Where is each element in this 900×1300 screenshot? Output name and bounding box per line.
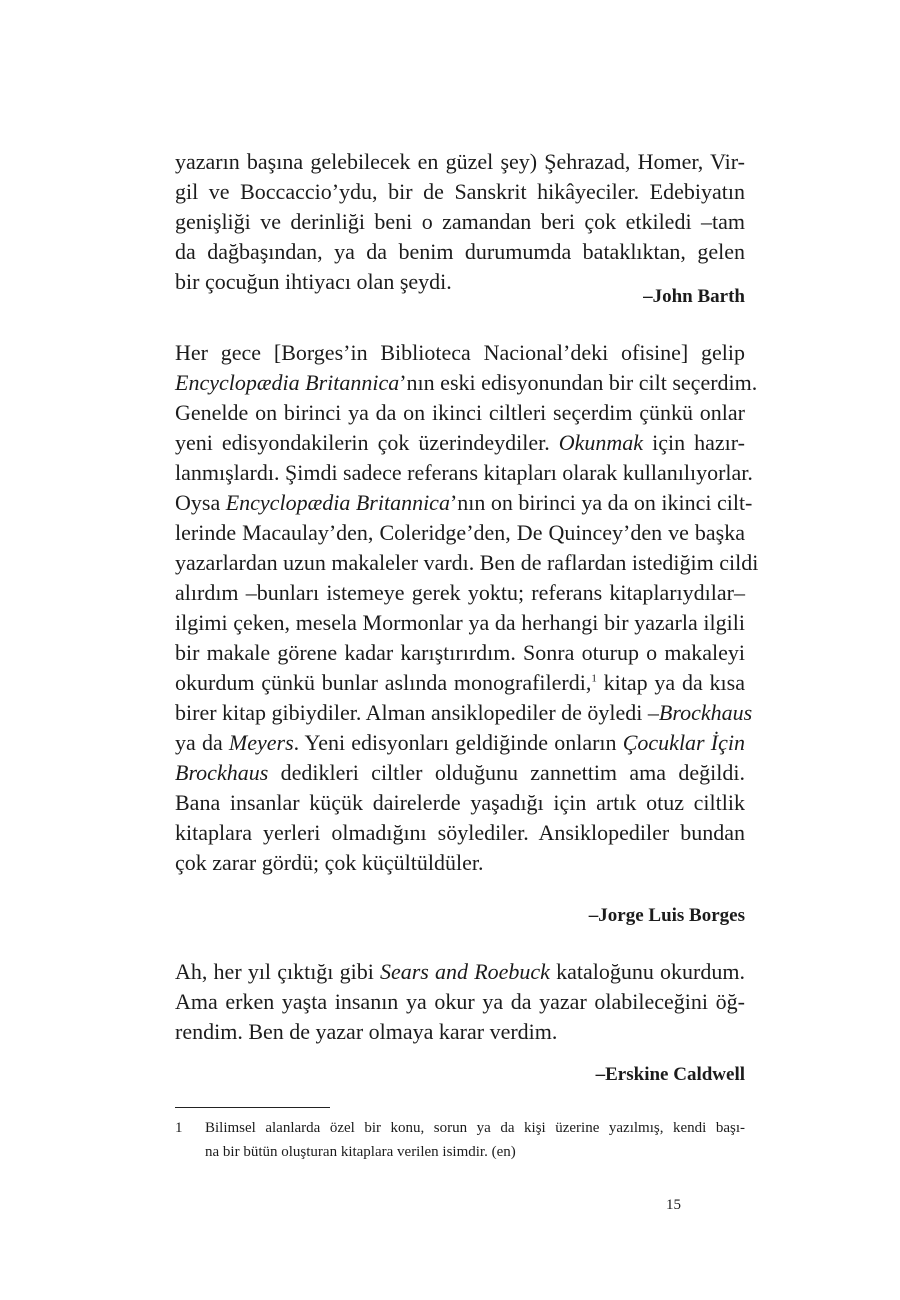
footnote-line: na bir bütün oluşturan kitaplara verilen isimdir. (en) [205, 1144, 516, 1160]
footnote-divider [175, 1107, 330, 1108]
quote-line: bir makale görene kadar karıştırırdım. Sonra oturup o makaleyi [175, 640, 745, 665]
quote-line: Her gece [Borges’in Biblioteca Nacional’deki ofisine] gelip [175, 340, 745, 365]
quote-line: yazarlardan uzun makaleler vardı. Ben de raflardan istediğim cildi [175, 550, 759, 575]
page-number: 15 [666, 1197, 681, 1213]
quote-line: Brockhaus dedikleri ciltler olduğunu zannettim ama değildi. [175, 760, 745, 785]
quote-line: gil ve Boccaccio’ydu, bir de Sanskrit hikâyeciler. Edebiyatın [175, 179, 745, 204]
quote-line: rendim. Ben de yazar olmaya karar verdim. [175, 1019, 558, 1044]
quote-line: yeni edisyondakilerin çok üzerindeydiler. Okunmak için hazır- [175, 430, 745, 455]
quote-line: Oysa Encyclopædia Britannica’nın on birinci ya da on ikinci cilt- [175, 490, 753, 515]
quote-line: birer kitap gibiydiler. Alman ansiklopediler de öyledi –Brockhaus [175, 700, 753, 725]
quote-line: genişliği ve derinliği beni o zamandan beri çok etkiledi –tam [175, 209, 745, 234]
quote-line: ya da Meyers. Yeni edisyonları geldiğinde onların Çocuklar İçin [175, 730, 745, 755]
quote-line: alırdım –bunları istemeye gerek yoktu; referans kitaplarıydılar– [175, 580, 745, 605]
quote-line: lerinde Macaulay’den, Coleridge’den, De Quincey’den ve başka [175, 520, 745, 545]
quote-line: çok zarar gördü; çok küçültüldüler. [175, 850, 484, 875]
attribution-caldwell: –Erskine Caldwell [595, 1064, 745, 1085]
quote-line: bir çocuğun ihtiyacı olan şeydi. [175, 269, 452, 294]
footnote-line: Bilimsel alanlarda özel bir konu, sorun ya da kişi üzerine yazılmış, kendi başı- [205, 1120, 745, 1136]
quote-line-text: okurdum çünkü bunlar aslında monografilerdi, [175, 670, 592, 695]
quote-line: da dağbaşından, ya da benim durumumda bataklıktan, gelen [175, 239, 745, 264]
quote-line: Ah, her yıl çıktığı gibi Sears and Roebuck kataloğunu okurdum. [175, 959, 745, 984]
quote-line: Genelde on birinci ya da on ikinci ciltleri seçerdim çünkü onlar [175, 400, 745, 425]
attribution-john-barth: –John Barth [643, 286, 745, 307]
quote-line-tail: kitap ya da kısa [596, 670, 745, 695]
quote-line-with-footnote [175, 668, 745, 698]
quote-line: Encyclopædia Britannica’nın eski edisyonundan bir cilt seçerdim. [175, 370, 758, 395]
quote-line: Bana insanlar küçük dairelerde yaşadığı için artık otuz ciltlik [175, 790, 745, 815]
quote-line: Ama erken yaşta insanın ya okur ya da yazar olabileceğini öğ- [175, 989, 745, 1014]
quote-line: yazarın başına gelebilecek en güzel şey) Şehrazad, Homer, Vir- [175, 149, 745, 174]
quote-line: ilgimi çeken, mesela Mormonlar ya da herhangi bir yazarla ilgili [175, 610, 745, 635]
quote-line: lanmışlardı. Şimdi sadece referans kitapları olarak kullanılıyorlar. [175, 460, 753, 485]
footnote-marker[interactable]: 1 [591, 672, 597, 685]
footnote-number: 1 [175, 1120, 183, 1136]
attribution-borges: –Jorge Luis Borges [588, 905, 745, 926]
quote-line: kitaplara yerleri olmadığını söylediler. Ansiklopediler bundan [175, 820, 745, 845]
